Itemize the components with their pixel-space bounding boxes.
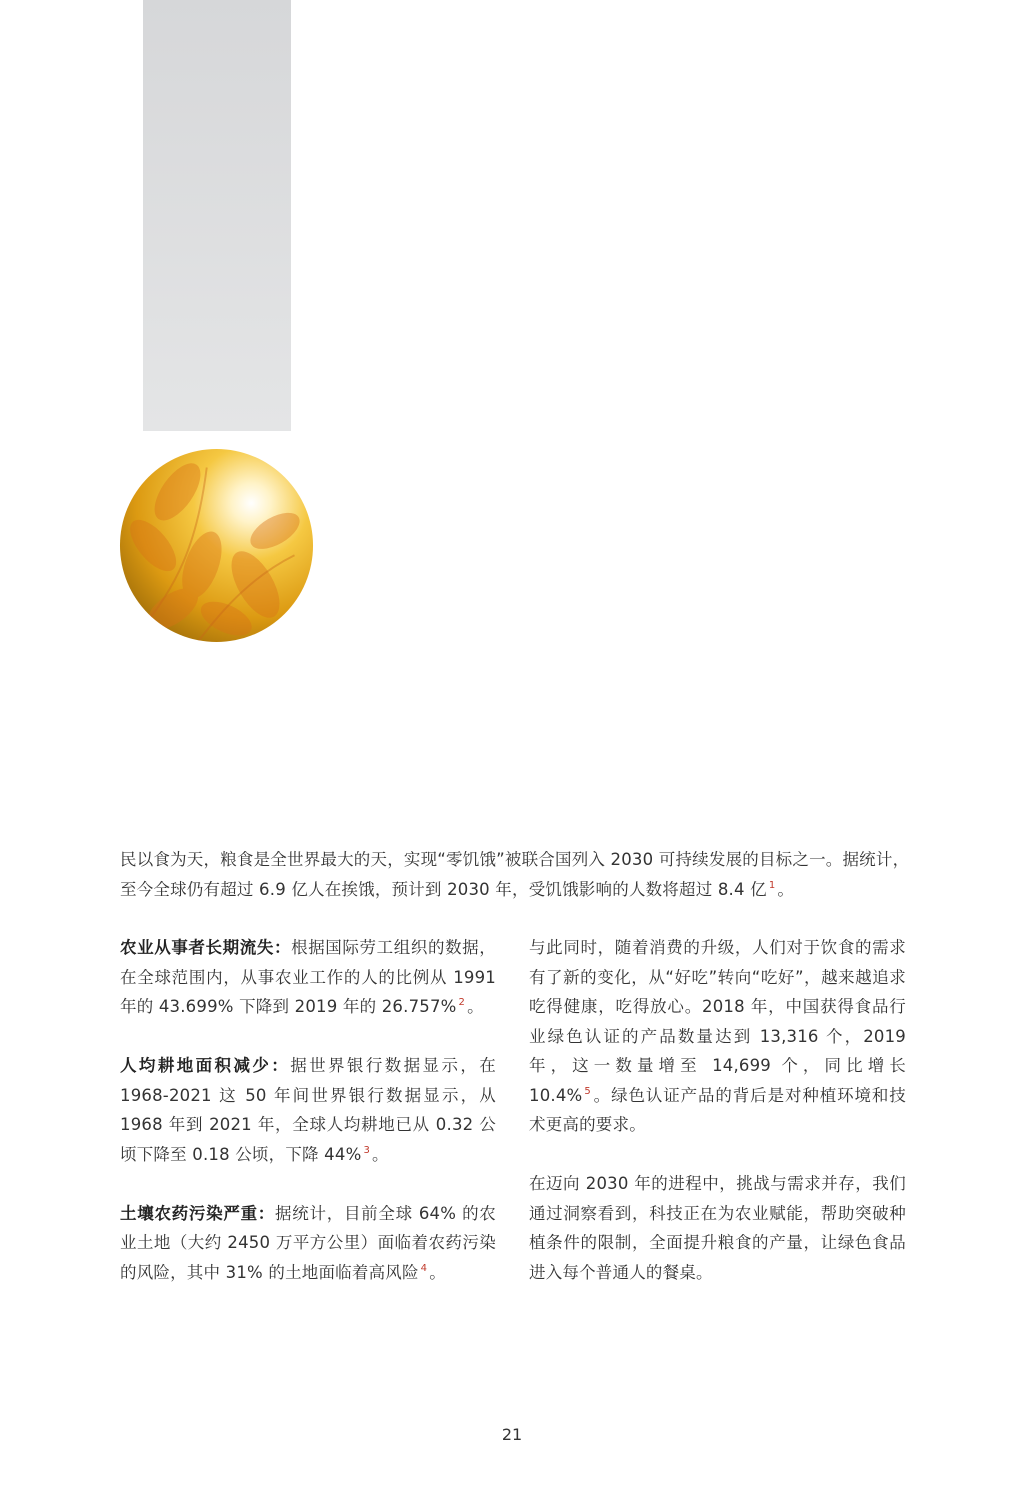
paragraph-2030-outlook: 在迈向 2030 年的进程中，挑战与需求并存，我们通过洞察看到，科技正在为农业赋能，帮助突破种植条件的限制，全面提升粮食的产量，让绿色食品进入每个普通人的餐桌。 bbox=[529, 1174, 906, 1282]
golden-leaf-orb-icon bbox=[119, 448, 314, 643]
footnote-ref[interactable]: 3 bbox=[363, 1144, 371, 1156]
paragraph-heading: 土壤农药污染严重： bbox=[120, 1203, 276, 1223]
footnote-ref[interactable]: 4 bbox=[420, 1262, 428, 1274]
page-number: 21 bbox=[501, 1425, 523, 1444]
footnote-ref[interactable]: 1 bbox=[768, 879, 776, 891]
paragraph-farmland-decline: 人均耕地面积减少：据世界银行数据显示，在 1968-2021 这 50 年间世界银行数据显示，从 1968 年到 2021 年，全球人均耕地已从 0.32 公顷下降至 0.18 公顷，下降 44% $^3$ 。 bbox=[120, 1056, 496, 1164]
paragraph-heading: 农业从事者长期流失： bbox=[120, 938, 292, 957]
paragraph-labor-loss: 农业从事者长期流失：根据国际劳工组织的数据，在全球范围内，从事农业工作的人的比例从 1991 年的 43.699% 下降到 2019 年的 26.757% $^2$ 。 bbox=[120, 938, 496, 1016]
intro-paragraph: 民以食为天，粮食是全世界最大的天，实现“零饥饿”被联合国列入 2030 可持续发展的目标之一。据统计，至今全球仍有超过 6.9 亿人在挨饿，预计到 2030 年，受饥饿影响的人数将超过 8.4 亿 $^1$ 。 bbox=[120, 850, 910, 899]
paragraph-soil-pollution: 土壤农药污染严重：据统计，目前全球 64% 的农业土地（大约 2450 万平方公里）面临着农药污染的风险，其中 31% 的土地面临着高风险 $^4$ 。 bbox=[120, 1203, 496, 1282]
footnote-ref[interactable]: 5 bbox=[584, 1085, 591, 1097]
footnote-ref[interactable]: 2 bbox=[458, 997, 466, 1008]
right-column bbox=[529, 933, 906, 1287]
decorative-gray-bar bbox=[143, 0, 291, 431]
left-column bbox=[120, 933, 496, 1287]
paragraph-consumption-upgrade: 与此同时，随着消费的升级，人们对于饮食的需求有了新的变化，从“好吃”转向“吃好”，越来越追求吃得健康，吃得放心。2018 年，中国获得食品行业绿色认证的产品数量达到 13,316 个，2019 年，这一数量增至 14,699 个，同比增长 10.4% $^5$ 。绿色认证产品的背后是对种植环境和技术更高的要求。 bbox=[529, 938, 906, 1134]
paragraph-heading: 人均耕地面积减少： bbox=[120, 1056, 291, 1075]
